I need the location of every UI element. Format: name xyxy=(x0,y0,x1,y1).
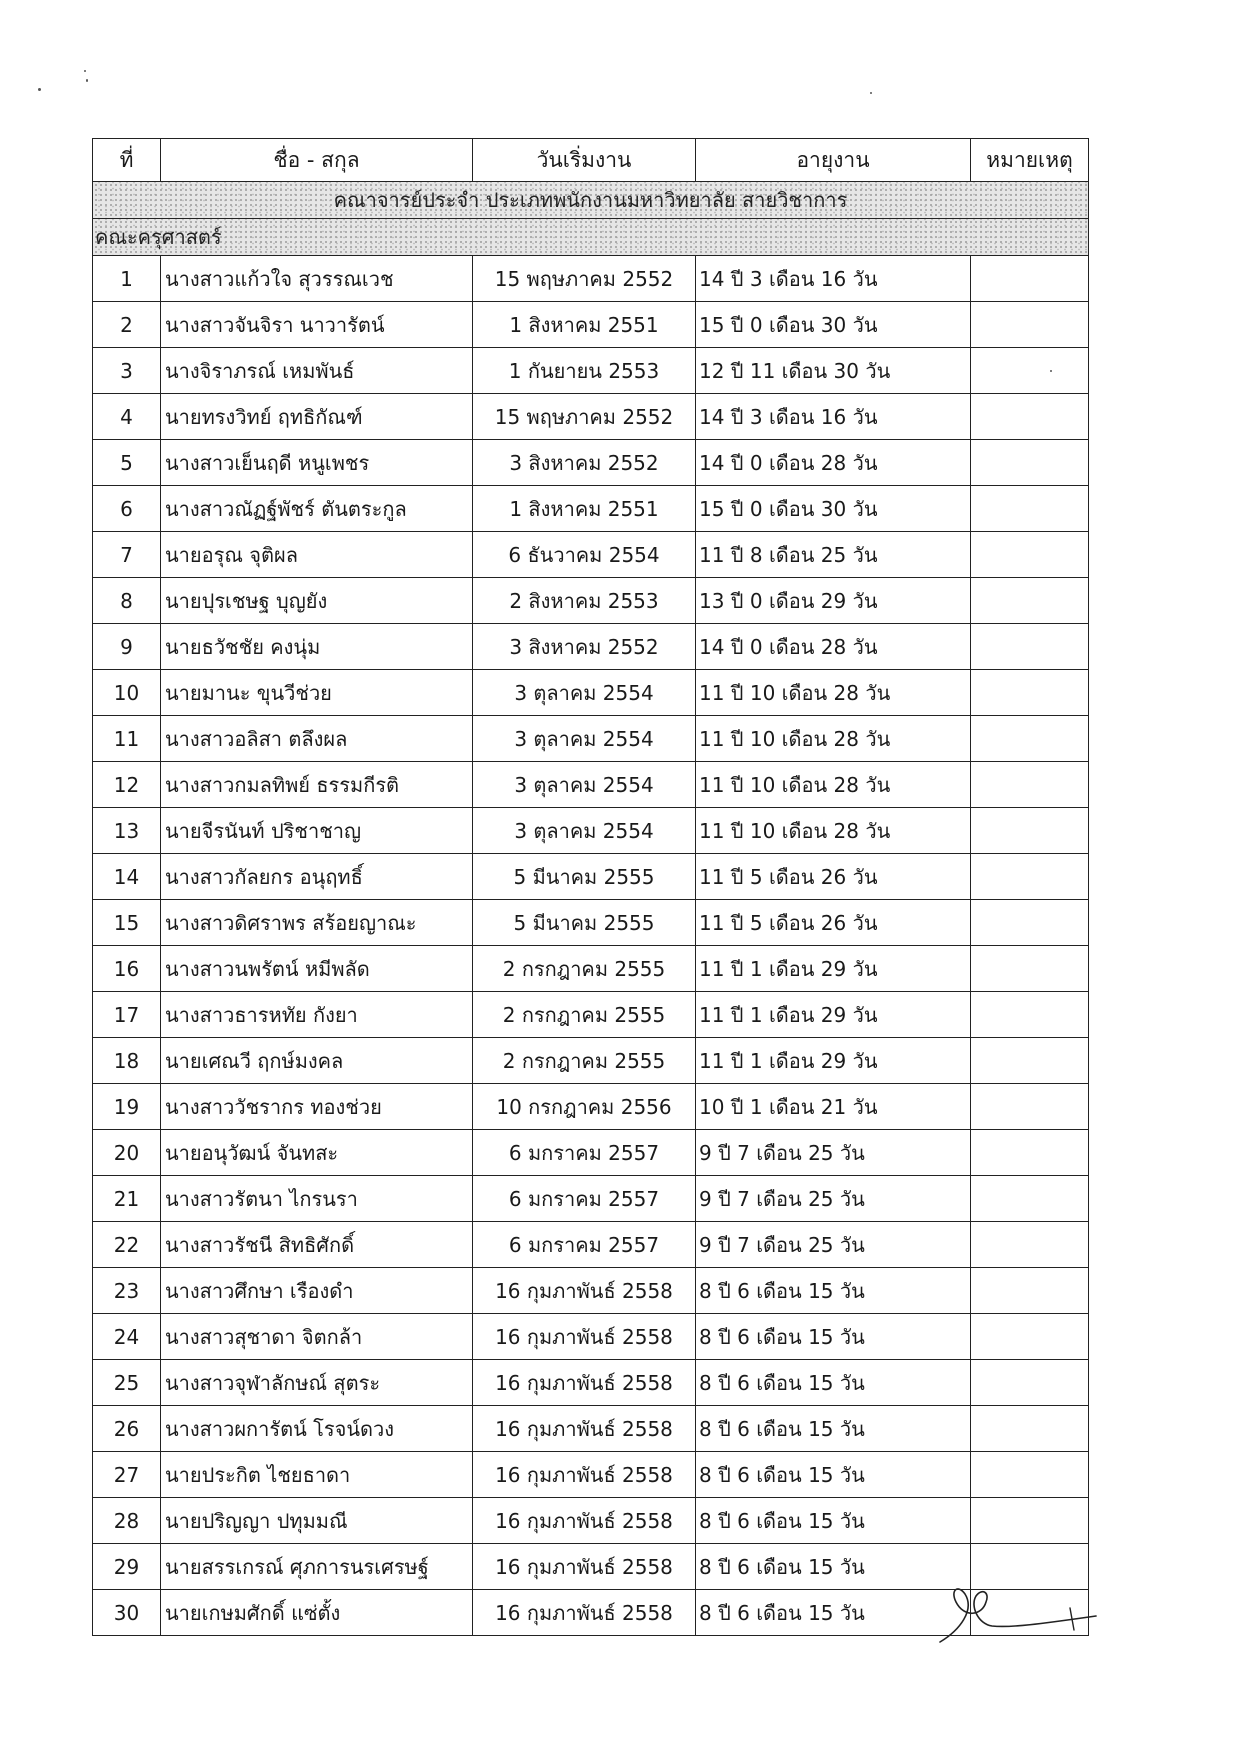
row-number: 19 xyxy=(93,1084,161,1130)
row-note xyxy=(971,1452,1089,1498)
row-start-date: 3 สิงหาคม 2552 xyxy=(473,624,696,670)
table-row xyxy=(93,1452,1089,1498)
row-note xyxy=(971,992,1089,1038)
row-number: 14 xyxy=(93,854,161,900)
row-number: 29 xyxy=(93,1544,161,1590)
row-name: นายอรุณ จุติผล xyxy=(161,532,473,578)
row-note xyxy=(971,808,1089,854)
row-name: นางสาวศึกษา เรืองดำ xyxy=(161,1268,473,1314)
row-name: นายประกิต ไชยธาดา xyxy=(161,1452,473,1498)
row-number: 24 xyxy=(93,1314,161,1360)
row-start-date: 3 ตุลาคม 2554 xyxy=(473,716,696,762)
row-note xyxy=(971,1084,1089,1130)
table-row xyxy=(93,1406,1089,1452)
row-number: 9 xyxy=(93,624,161,670)
staff-table xyxy=(92,138,1089,1636)
row-start-date: 6 มกราคม 2557 xyxy=(473,1222,696,1268)
row-number: 5 xyxy=(93,440,161,486)
row-tenure: 11 ปี 1 เดือน 29 วัน xyxy=(696,1038,971,1084)
table-row xyxy=(93,578,1089,624)
row-name: นางสาวธารหทัย กังยา xyxy=(161,992,473,1038)
header-no: ที่ xyxy=(93,139,161,182)
row-name: นางสาวแก้วใจ สุวรรณเวช xyxy=(161,256,473,302)
row-note xyxy=(971,670,1089,716)
row-note xyxy=(971,946,1089,992)
row-note xyxy=(971,256,1089,302)
row-start-date: 2 กรกฎาคม 2555 xyxy=(473,946,696,992)
header-start-date: วันเริ่มงาน xyxy=(473,139,696,182)
row-tenure: 11 ปี 10 เดือน 28 วัน xyxy=(696,762,971,808)
group-title: คณาจารย์ประจำ ประเภทพนักงานมหาวิทยาลัย สายวิชาการ xyxy=(93,182,1089,219)
row-note xyxy=(971,1406,1089,1452)
row-name: นางสาวณัฏฐ์พัชร์ ตันตระกูล xyxy=(161,486,473,532)
row-name: นางจิราภรณ์ เหมพันธ์ xyxy=(161,348,473,394)
row-note xyxy=(971,716,1089,762)
row-number: 28 xyxy=(93,1498,161,1544)
row-note xyxy=(971,624,1089,670)
row-tenure: 14 ปี 3 เดือน 16 วัน xyxy=(696,256,971,302)
table-row xyxy=(93,1038,1089,1084)
table-row xyxy=(93,394,1089,440)
table-row xyxy=(93,1176,1089,1222)
row-note xyxy=(971,1268,1089,1314)
row-name: นายอนุวัฒน์ จันทสะ xyxy=(161,1130,473,1176)
group-title-row xyxy=(93,182,1089,219)
row-number: 20 xyxy=(93,1130,161,1176)
row-start-date: 16 กุมภาพันธ์ 2558 xyxy=(473,1498,696,1544)
row-start-date: 6 ธันวาคม 2554 xyxy=(473,532,696,578)
table-row xyxy=(93,762,1089,808)
scan-speck xyxy=(38,88,41,91)
row-tenure: 9 ปี 7 เดือน 25 วัน xyxy=(696,1222,971,1268)
row-note xyxy=(971,762,1089,808)
faculty-name: คณะครุศาสตร์ xyxy=(93,219,1089,256)
table-row xyxy=(93,1130,1089,1176)
row-tenure: 8 ปี 6 เดือน 15 วัน xyxy=(696,1314,971,1360)
row-name: นางสาวรัชนี สิทธิศักดิ์ xyxy=(161,1222,473,1268)
row-start-date: 3 ตุลาคม 2554 xyxy=(473,762,696,808)
row-number: 22 xyxy=(93,1222,161,1268)
row-name: นางสาวจันจิรา นาวารัตน์ xyxy=(161,302,473,348)
row-name: นายสรรเกรณ์ ศุภการนรเศรษฐ์ xyxy=(161,1544,473,1590)
scan-speck xyxy=(84,70,86,72)
row-tenure: 10 ปี 1 เดือน 21 วัน xyxy=(696,1084,971,1130)
faculty-row xyxy=(93,219,1089,256)
row-note xyxy=(971,1314,1089,1360)
row-tenure: 12 ปี 11 เดือน 30 วัน xyxy=(696,348,971,394)
row-number: 26 xyxy=(93,1406,161,1452)
table-row xyxy=(93,256,1089,302)
row-tenure: 11 ปี 5 เดือน 26 วัน xyxy=(696,854,971,900)
row-name: นางสาวอลิสา ตลึงผล xyxy=(161,716,473,762)
row-tenure: 11 ปี 1 เดือน 29 วัน xyxy=(696,946,971,992)
row-tenure: 9 ปี 7 เดือน 25 วัน xyxy=(696,1130,971,1176)
row-tenure: 11 ปี 10 เดือน 28 วัน xyxy=(696,670,971,716)
header-name: ชื่อ - สกุล xyxy=(161,139,473,182)
row-note xyxy=(971,1498,1089,1544)
row-name: นางสาวผการัตน์ โรจน์ดวง xyxy=(161,1406,473,1452)
row-tenure: 8 ปี 6 เดือน 15 วัน xyxy=(696,1452,971,1498)
table-row xyxy=(93,348,1089,394)
row-tenure: 15 ปี 0 เดือน 30 วัน xyxy=(696,302,971,348)
header-note: หมายเหตุ xyxy=(971,139,1089,182)
row-name: นางสาวนพรัตน์ หมีพลัด xyxy=(161,946,473,992)
table-row xyxy=(93,302,1089,348)
row-start-date: 16 กุมภาพันธ์ 2558 xyxy=(473,1544,696,1590)
row-tenure: 8 ปี 6 เดือน 15 วัน xyxy=(696,1498,971,1544)
row-number: 10 xyxy=(93,670,161,716)
table-row xyxy=(93,1498,1089,1544)
row-name: นายจีรนันท์ ปริชาชาญ xyxy=(161,808,473,854)
row-start-date: 16 กุมภาพันธ์ 2558 xyxy=(473,1590,696,1636)
row-tenure: 14 ปี 0 เดือน 28 วัน xyxy=(696,624,971,670)
table-row xyxy=(93,1222,1089,1268)
row-number: 21 xyxy=(93,1176,161,1222)
row-number: 25 xyxy=(93,1360,161,1406)
row-name: นายปุรเชษฐ บุญยัง xyxy=(161,578,473,624)
row-number: 4 xyxy=(93,394,161,440)
row-note xyxy=(971,854,1089,900)
row-number: 6 xyxy=(93,486,161,532)
row-name: นายมานะ ขุนวีช่วย xyxy=(161,670,473,716)
row-tenure: 9 ปี 7 เดือน 25 วัน xyxy=(696,1176,971,1222)
row-name: นายปริญญา ปทุมมณี xyxy=(161,1498,473,1544)
row-tenure: 15 ปี 0 เดือน 30 วัน xyxy=(696,486,971,532)
row-number: 11 xyxy=(93,716,161,762)
row-number: 18 xyxy=(93,1038,161,1084)
table-row xyxy=(93,670,1089,716)
row-start-date: 2 กรกฎาคม 2555 xyxy=(473,992,696,1038)
table-row xyxy=(93,624,1089,670)
row-tenure: 8 ปี 6 เดือน 15 วัน xyxy=(696,1406,971,1452)
row-number: 30 xyxy=(93,1590,161,1636)
row-number: 16 xyxy=(93,946,161,992)
table-row xyxy=(93,1268,1089,1314)
row-note xyxy=(971,394,1089,440)
row-start-date: 15 พฤษภาคม 2552 xyxy=(473,256,696,302)
row-start-date: 1 สิงหาคม 2551 xyxy=(473,486,696,532)
table-row xyxy=(93,854,1089,900)
table-row xyxy=(93,532,1089,578)
row-name: นางสาวดิศราพร สร้อยญาณะ xyxy=(161,900,473,946)
row-note xyxy=(971,1130,1089,1176)
row-start-date: 3 ตุลาคม 2554 xyxy=(473,808,696,854)
row-note xyxy=(971,532,1089,578)
table-row xyxy=(93,440,1089,486)
row-start-date: 16 กุมภาพันธ์ 2558 xyxy=(473,1360,696,1406)
row-number: 17 xyxy=(93,992,161,1038)
table-row xyxy=(93,946,1089,992)
row-name: นางสาวสุชาดา จิตกล้า xyxy=(161,1314,473,1360)
row-tenure: 14 ปี 3 เดือน 16 วัน xyxy=(696,394,971,440)
row-start-date: 1 สิงหาคม 2551 xyxy=(473,302,696,348)
row-note xyxy=(971,900,1089,946)
row-note xyxy=(971,1222,1089,1268)
row-tenure: 11 ปี 10 เดือน 28 วัน xyxy=(696,808,971,854)
row-name: นางสาวรัตนา ไกรนรา xyxy=(161,1176,473,1222)
row-name: นายทรงวิทย์ ฤทธิกัณฑ์ xyxy=(161,394,473,440)
row-start-date: 6 มกราคม 2557 xyxy=(473,1130,696,1176)
table-row xyxy=(93,1084,1089,1130)
row-note xyxy=(971,1360,1089,1406)
row-tenure: 8 ปี 6 เดือน 15 วัน xyxy=(696,1544,971,1590)
row-start-date: 10 กรกฎาคม 2556 xyxy=(473,1084,696,1130)
row-tenure: 14 ปี 0 เดือน 28 วัน xyxy=(696,440,971,486)
row-name: นางสาวจุฬาลักษณ์ สุตระ xyxy=(161,1360,473,1406)
row-number: 27 xyxy=(93,1452,161,1498)
row-start-date: 3 ตุลาคม 2554 xyxy=(473,670,696,716)
table-row xyxy=(93,1314,1089,1360)
row-name: นางสาวกัลยกร อนุฤทธิ์ xyxy=(161,854,473,900)
row-tenure: 11 ปี 1 เดือน 29 วัน xyxy=(696,992,971,1038)
row-note xyxy=(971,440,1089,486)
row-number: 12 xyxy=(93,762,161,808)
row-number: 1 xyxy=(93,256,161,302)
row-number: 15 xyxy=(93,900,161,946)
row-number: 13 xyxy=(93,808,161,854)
table-row xyxy=(93,1360,1089,1406)
row-tenure: 11 ปี 10 เดือน 28 วัน xyxy=(696,716,971,762)
row-tenure: 11 ปี 8 เดือน 25 วัน xyxy=(696,532,971,578)
row-name: นางสาวกมลทิพย์ ธรรมกีรติ xyxy=(161,762,473,808)
table-row xyxy=(93,716,1089,762)
row-number: 7 xyxy=(93,532,161,578)
table-header-row xyxy=(93,139,1089,182)
row-tenure: 13 ปี 0 เดือน 29 วัน xyxy=(696,578,971,624)
table-row xyxy=(93,900,1089,946)
row-start-date: 15 พฤษภาคม 2552 xyxy=(473,394,696,440)
row-name: นายเศณวี ฤกษ์มงคล xyxy=(161,1038,473,1084)
row-start-date: 2 กรกฎาคม 2555 xyxy=(473,1038,696,1084)
row-note xyxy=(971,348,1089,394)
row-start-date: 16 กุมภาพันธ์ 2558 xyxy=(473,1268,696,1314)
table-row xyxy=(93,486,1089,532)
row-start-date: 5 มีนาคม 2555 xyxy=(473,900,696,946)
row-tenure: 8 ปี 6 เดือน 15 วัน xyxy=(696,1268,971,1314)
row-tenure: 8 ปี 6 เดือน 15 วัน xyxy=(696,1360,971,1406)
row-start-date: 5 มีนาคม 2555 xyxy=(473,854,696,900)
row-start-date: 6 มกราคม 2557 xyxy=(473,1176,696,1222)
header-tenure: อายุงาน xyxy=(696,139,971,182)
row-start-date: 1 กันยายน 2553 xyxy=(473,348,696,394)
row-start-date: 16 กุมภาพันธ์ 2558 xyxy=(473,1452,696,1498)
row-start-date: 16 กุมภาพันธ์ 2558 xyxy=(473,1406,696,1452)
table-row xyxy=(93,992,1089,1038)
row-name: นายธวัชชัย คงนุ่ม xyxy=(161,624,473,670)
row-name: นายเกษมศักดิ์ แซ่ตั้ง xyxy=(161,1590,473,1636)
row-start-date: 16 กุมภาพันธ์ 2558 xyxy=(473,1314,696,1360)
row-note xyxy=(971,1038,1089,1084)
row-tenure: 11 ปี 5 เดือน 26 วัน xyxy=(696,900,971,946)
handwritten-signature xyxy=(920,1580,1100,1650)
row-note xyxy=(971,578,1089,624)
scan-speck xyxy=(870,92,872,94)
row-name: นางสาววัชรากร ทองช่วย xyxy=(161,1084,473,1130)
row-note xyxy=(971,1176,1089,1222)
table-row xyxy=(93,808,1089,854)
row-number: 2 xyxy=(93,302,161,348)
row-tenure: 8 ปี 6 เดือน 15 วัน xyxy=(696,1590,971,1636)
row-number: 8 xyxy=(93,578,161,624)
row-note xyxy=(971,486,1089,532)
scan-speck xyxy=(86,79,88,82)
row-name: นางสาวเย็นฤดี หนูเพชร xyxy=(161,440,473,486)
row-number: 23 xyxy=(93,1268,161,1314)
row-start-date: 2 สิงหาคม 2553 xyxy=(473,578,696,624)
row-note xyxy=(971,302,1089,348)
row-number: 3 xyxy=(93,348,161,394)
row-start-date: 3 สิงหาคม 2552 xyxy=(473,440,696,486)
